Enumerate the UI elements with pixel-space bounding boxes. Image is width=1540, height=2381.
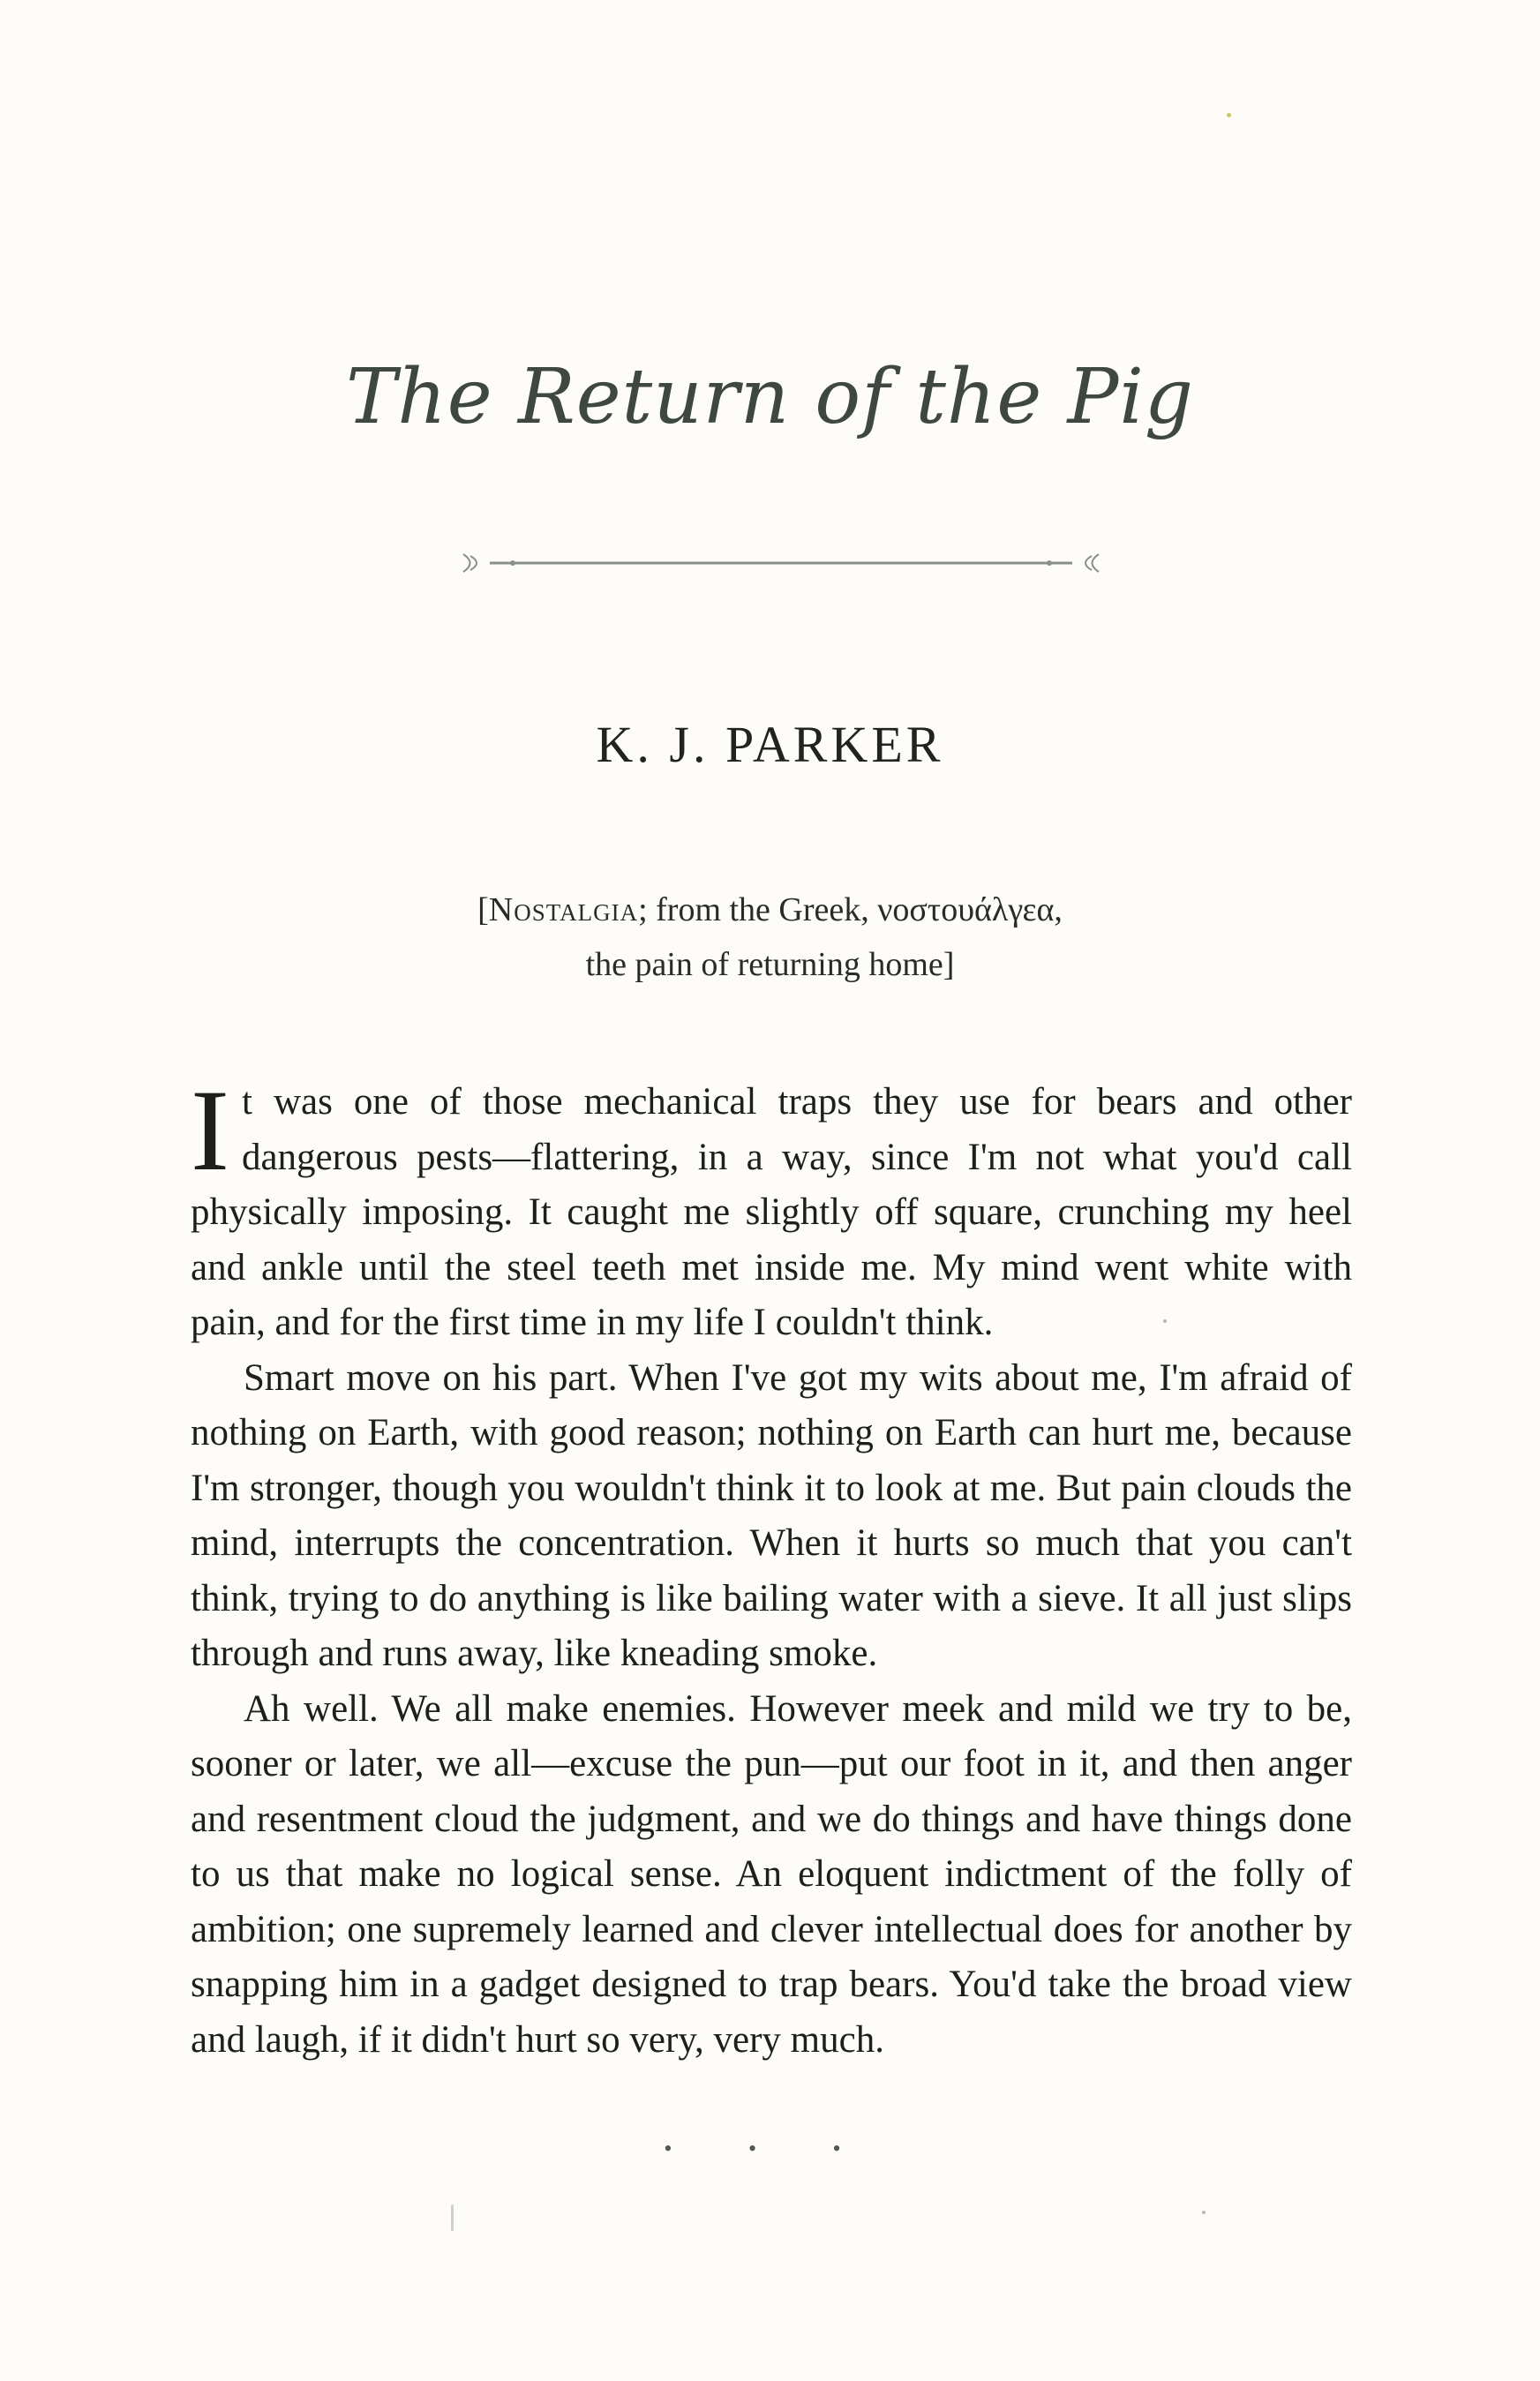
- chapter-title: The Return of the Pig: [346, 353, 1194, 441]
- paragraph-3: Ah well. We all make enemies. However meek and mild we try to be, sooner or later, we all—excuse the pun—put our foot in it, and then anger and resentment cloud the judgment, and we do things and have things done to us that make no logical sense. An eloquent indictment of the folly of ambition; one supremely learned and clever intellectual does for another by snapping him in a gadget designed to trap bears. You'd take the broad view and laugh, if it didn't hurt so very, very much.: [191, 1687, 1352, 2061]
- speck: [1202, 2211, 1206, 2214]
- epigraph-line-1: [0, 883, 1540, 937]
- paragraph-1-text: t was one of those mechanical traps they use for bears and other dangerous pests—flattering, in a way, since I'm not what you'd call physically imposing. It caught me slightly off square, crunching my heel and ankle until the steel teeth met inside me. My mind went white with pain, and for the first time in my life I couldn't think.: [191, 1081, 1352, 1343]
- author-name: K. J. PARKER: [596, 716, 944, 773]
- chapter-body: [191, 1065, 1352, 2068]
- drop-cap: I: [191, 1065, 229, 1195]
- paragraph-1: [191, 1065, 1352, 1351]
- epigraph-term: Nostalgia: [488, 891, 639, 928]
- epigraph-definition: ; from the Greek, νοστουάλγεα,: [638, 891, 1063, 928]
- section-break-ornament: • • •: [664, 2136, 876, 2161]
- speck: [1163, 1319, 1167, 1323]
- paragraph-2: Smart move on his part. When I've got my wits about me, I'm afraid of nothing on Earth, with good reason; nothing on Earth can hurt me, because I'm stronger, though you wouldn't think it to look at me. But pain clouds the mind, interrupts the concentration. When it hurts so much that you can't think, trying to do anything is like bailing water with a sieve. It all just slips through and runs away, like kneading smoke.: [191, 1356, 1352, 1674]
- epigraph-line-2: the pain of returning home]: [585, 946, 955, 983]
- epigraph: [0, 883, 1540, 992]
- speck: [451, 2204, 454, 2231]
- speck: [1227, 113, 1231, 117]
- epigraph-bracket: [: [477, 891, 489, 928]
- title-ornament-rule: [454, 545, 1108, 581]
